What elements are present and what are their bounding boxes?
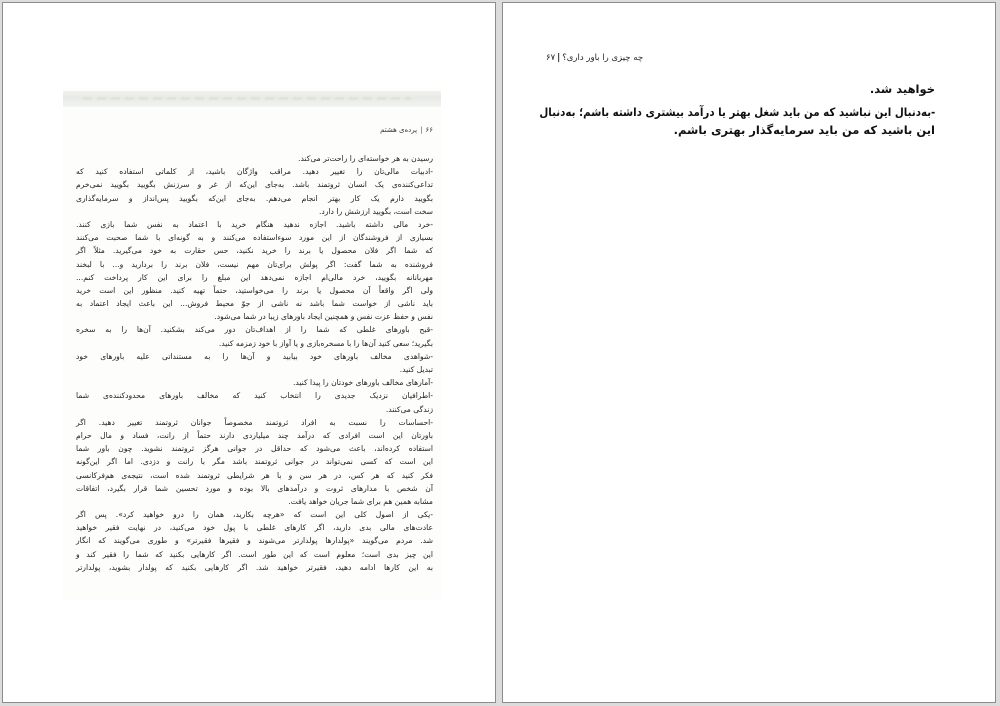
text-line-content: تبدیل کنید. — [399, 365, 433, 374]
text-line — [76, 152, 433, 165]
text-line-content: -ادبیات مالی‌تان را تغییر دهید. مراقب واژگان باشید، از کلماتی استفاده کنید که — [76, 167, 433, 177]
page-number: ۶۶ — [425, 126, 433, 134]
text-line — [76, 244, 433, 257]
text-line-content: باید ناشی از خواست شما باشد نه ناشی از جوّ محیط فروش... این باعث ایجاد اعتماد به — [76, 299, 433, 309]
running-head-separator: | — [557, 53, 561, 63]
text-line — [76, 231, 433, 244]
text-line — [76, 323, 433, 336]
text-line — [76, 548, 433, 561]
text-line — [76, 482, 433, 495]
text-line — [76, 165, 433, 178]
text-line — [76, 455, 433, 468]
text-line — [76, 178, 433, 191]
text-line — [76, 205, 433, 218]
text-line-content: -شواهدی مخالف باورهای خود بیابید و آن‌ها را به مستنداتی علیه باورهای خود — [76, 351, 433, 361]
text-line-content: فروشنده به شما گفت: اگر پولش برای‌تان مهم نیست، فلان برند را بردارید و... با لبخند — [76, 259, 433, 269]
text-line-content: رسیدن به هر خواسته‌ای را راحت‌تر می‌کند. — [298, 154, 433, 163]
text-line-content: ولی اگر واقعاً آن محصول یا برند را می‌خواستید، حتماً تهیه کنید. منظور این است خرید — [76, 285, 433, 295]
text-line — [76, 469, 433, 482]
running-head-separator: | — [420, 126, 423, 134]
text-line-content: -اطرافیان نزدیک جدیدی را انتخاب کنید که مخالف باورهای محدودکننده‌ی شما — [76, 391, 433, 401]
text-line — [76, 508, 433, 521]
text-line-content: بگویید دارم یک کار بهتر انجام می‌دهم. به‌جای این‌که بگویید پس‌انداز و سرمایه‌گذاری — [76, 193, 433, 203]
text-line-content: نفس و حفظ عزت نفس و همچنین ایجاد باورهای زیبا در شما می‌شود. — [214, 312, 433, 322]
text-line-content: به این کارها ادامه دهید، فقیرتر خواهید شد. اگر کارهایی بکنید که پولدار بشوید، پولدارتر — [76, 562, 433, 572]
text-line — [76, 389, 433, 402]
text-line — [76, 350, 433, 363]
text-line-content: -یکی از اصول کلی این است که «هرچه بکارید، همان را درو خواهید کرد». پس اگر — [76, 510, 433, 520]
text-line — [76, 429, 433, 442]
text-line-content: این است که کسی نمی‌تواند در جوانی ثروتمند باشد مگر با رانت و دزدی. اما اگر این‌گونه — [76, 457, 433, 467]
text-line — [76, 284, 433, 297]
text-line-content: -به‌دنبال این نباشید که من باید شغل بهتر یا درآمد بیشتری داشته باشم؛ به‌دنبال — [539, 105, 935, 119]
running-head-title: پرده‌ی هشتم — [380, 126, 418, 134]
text-line — [76, 363, 433, 376]
scan-artifact-band — [63, 91, 441, 107]
text-line — [76, 416, 433, 429]
text-line — [539, 80, 935, 98]
text-line-content: تداعی‌کننده‌ی یک انسان ثروتمند باشد. به‌جای این‌که از غر و سرزنش بگویید بگویید نمی‌خرم — [76, 180, 433, 190]
text-line-content: شد. مردم می‌گویند «پولدارها پولدارتر می‌شوند و فقیرها فقیرتر» و طوری می‌گویند که انگار — [76, 536, 433, 546]
text-line — [76, 310, 433, 323]
text-line — [76, 258, 433, 271]
running-head — [546, 53, 643, 63]
right-page — [502, 2, 996, 703]
text-line-content: آن شخص با مدارهای ثروت و درآمدهای بالا بوده و مورد تحسین شما قرار بگیرد، اتفاقات — [76, 483, 433, 493]
text-line-content: بگیرید؛ سعی کنید آن‌ها را با مسخره‌بازی و یا آواز با خود زمزمه کنید. — [218, 338, 433, 348]
text-line-content: فکر کنید که هر کس، در هر سن و با هر شرایطی ثروتمند شده است، نتیجه‌ی هم‌فرکانسی — [76, 470, 433, 480]
text-line-content: -احساسات را نسبت به افراد ثروتمند مخصوصاً جوانان ثروتمند تغییر دهید. اگر — [76, 417, 433, 427]
text-line — [76, 271, 433, 284]
text-line-content: سخت است، بگویید ارزشش را دارد. — [318, 206, 433, 216]
text-line-content: این چیز بدی است؛ معلوم است که این طور است. اگر کارهایی بکنید که شما را فقیر کند و — [76, 549, 433, 559]
text-line-content: زندگی می‌کنند. — [385, 404, 433, 414]
text-line-content: مهربانانه بگویید، خرد مالی‌ام اجازه نمی‌دهد این مبلغ را برای این کار پرداخت کنم... — [76, 272, 433, 282]
text-line — [76, 192, 433, 205]
text-line-content: -قبح باورهای غلطی که شما را از اهداف‌تان دور می‌کند بشکنید. آن‌ها را به سخره — [76, 325, 433, 335]
text-line — [76, 521, 433, 534]
text-line — [76, 376, 433, 389]
text-line — [539, 103, 935, 121]
text-line-content: عادت‌های مالی بدی دارید، اگر کارهای غلطی با پول خود می‌کنید، در نهایت فقیر خواهید — [76, 523, 433, 533]
text-line-content: بسیاری از فروشندگان از این مورد سوءاستفاده می‌کنند و به گونه‌ای با شما صحبت می‌کنند — [76, 233, 433, 243]
text-line-content: که شما اگر فلان محصول یا برند را خرید نکنید، حس حقارت به خود می‌گیرید. مثلاً اگر — [76, 246, 433, 256]
page-body-text — [539, 80, 935, 144]
text-line-content: خواهید شد. — [869, 82, 935, 96]
running-head — [380, 126, 433, 134]
text-line-content: این باشید که من باید سرمایه‌گذار بهتری باشم. — [673, 123, 935, 137]
text-line — [76, 218, 433, 231]
text-line — [76, 534, 433, 547]
text-line — [539, 121, 935, 139]
text-line — [76, 561, 433, 574]
text-line-content: استفاده کرده‌اند، باعث می‌شود که حداقل در جوانی هرگز ثروتمند نشوید. چون باور شما — [76, 444, 433, 454]
scanned-page-image — [63, 88, 441, 600]
text-line — [76, 495, 433, 508]
left-page — [2, 2, 496, 703]
text-line-content: -آمارهای مخالف باورهای خودتان را پیدا کنید. — [292, 378, 433, 388]
page-number: ۶۷ — [546, 53, 556, 63]
text-line-content: -خرد مالی داشته باشید. اجازه ندهید هنگام خرید با اعتماد به نفس شما بازی کنند. — [76, 219, 433, 229]
text-line — [76, 403, 433, 416]
text-line-content: باورتان این است افرادی که درآمد چند میلیاردی دارند حتماً از رانت، فساد و مال حرام — [76, 430, 433, 440]
text-line — [76, 442, 433, 455]
running-head-title: چه چیزی را باور داری؟ — [562, 53, 644, 63]
page-body-text — [76, 152, 433, 574]
text-line — [76, 297, 433, 310]
text-line — [76, 337, 433, 350]
text-line-content: مشابه همین هم برای شما جریان خواهد یافت. — [288, 496, 433, 506]
